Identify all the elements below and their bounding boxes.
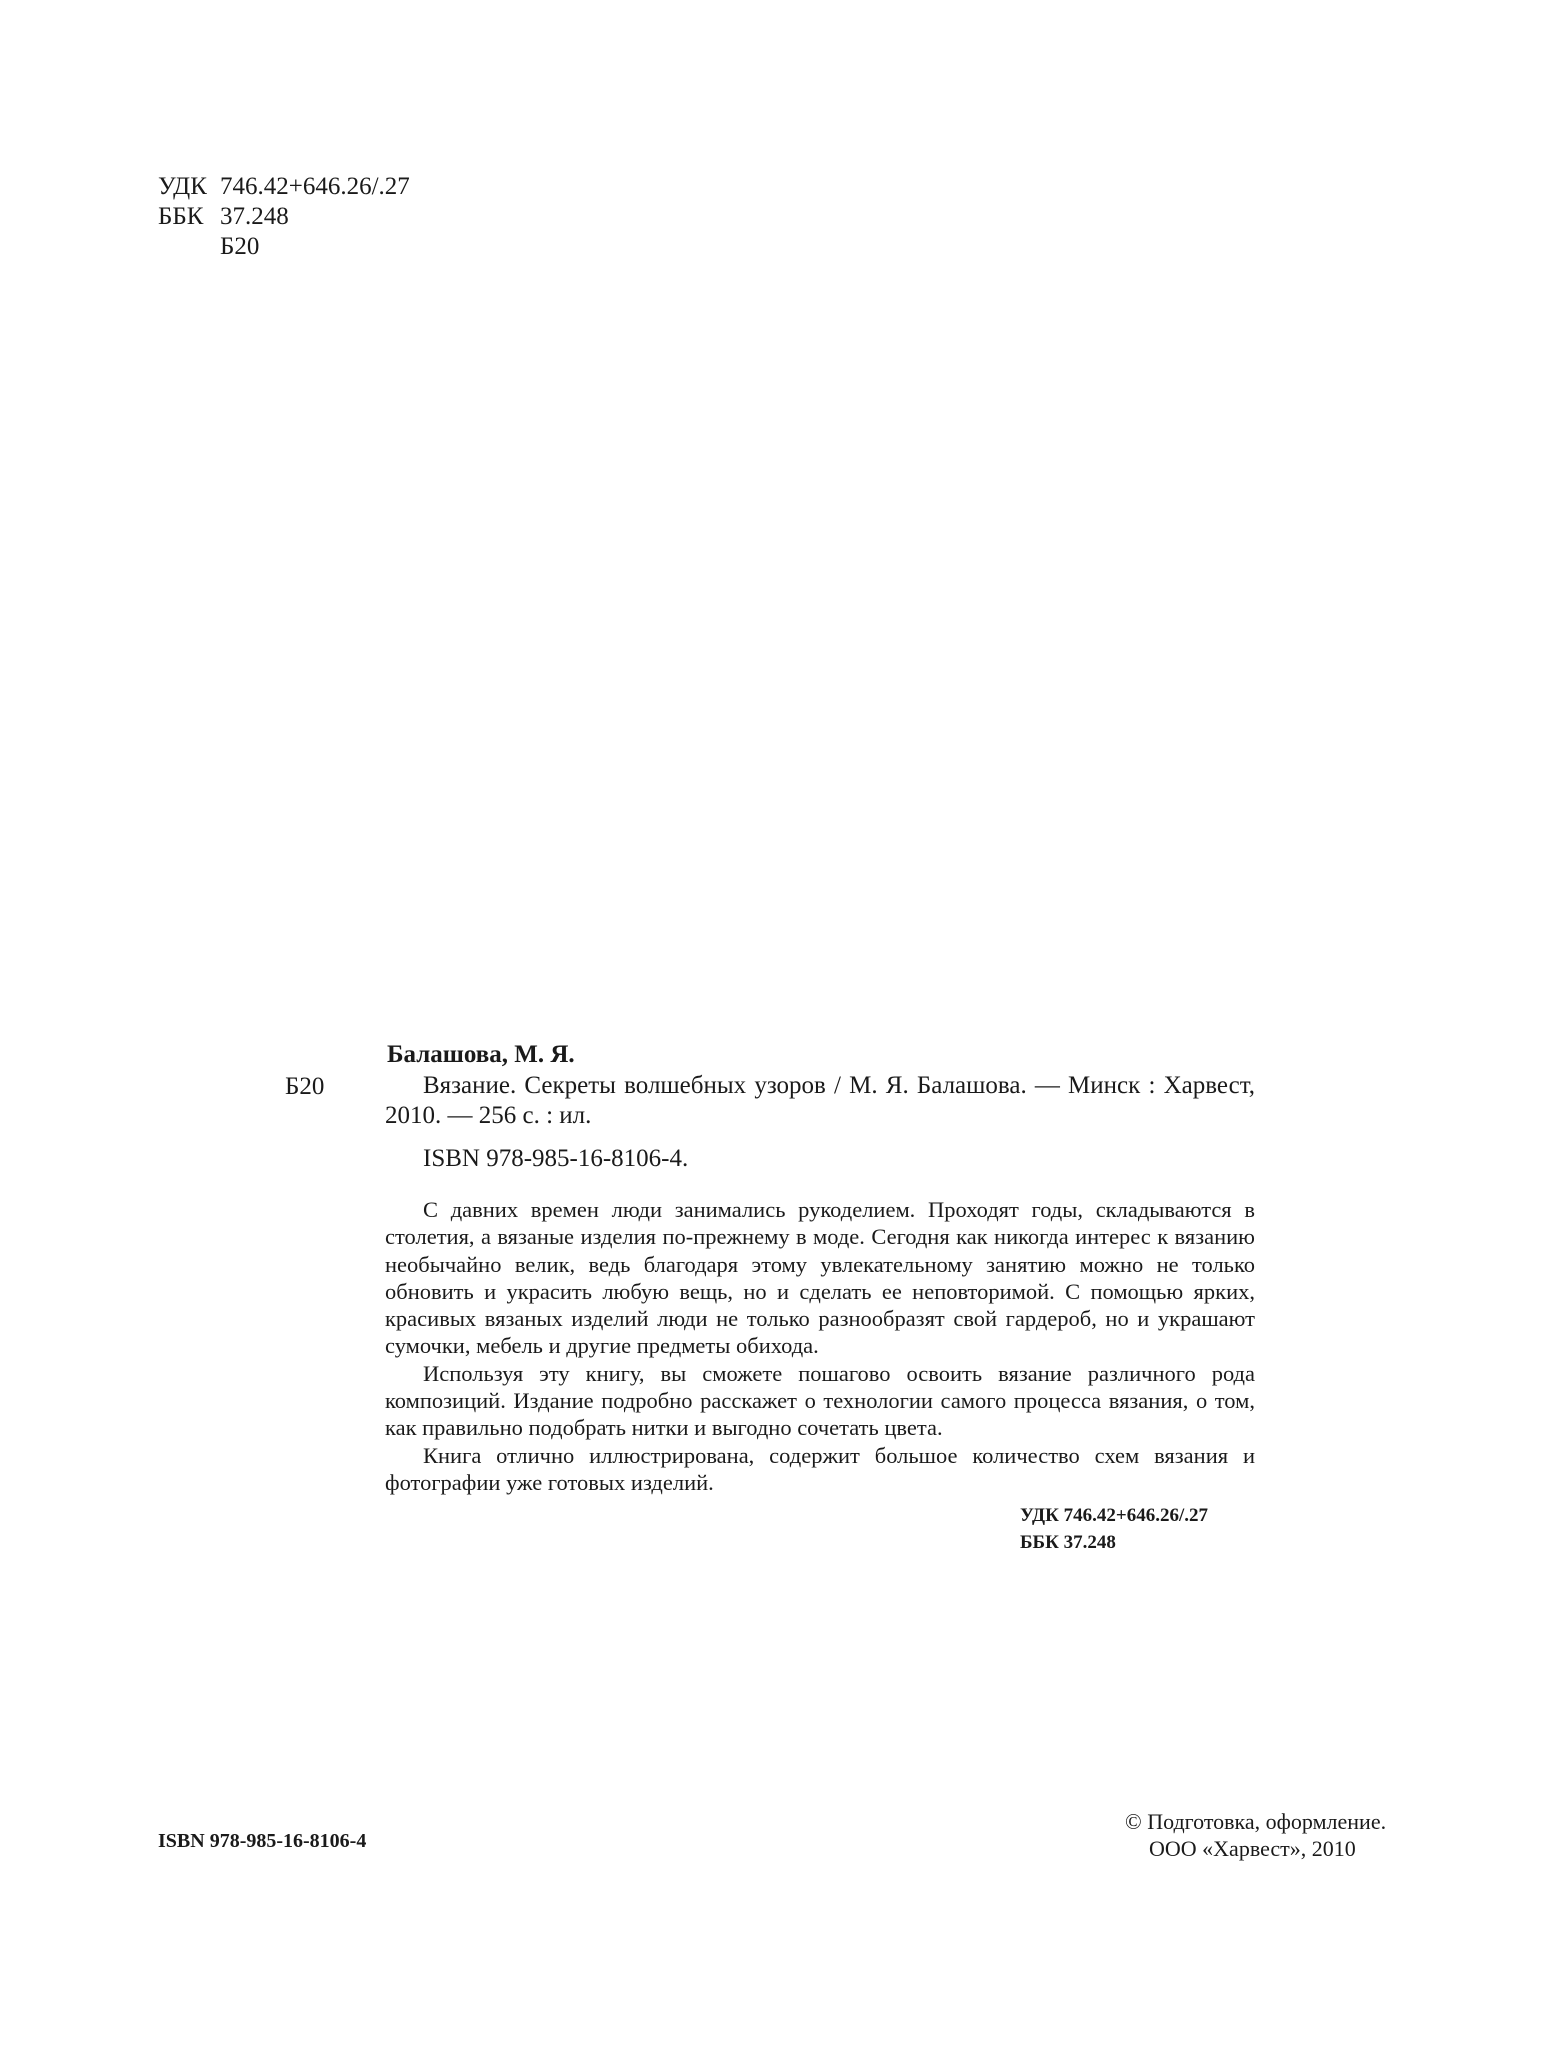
- card-classification-codes: [1020, 1502, 1208, 1556]
- author-mark-top: Б20: [220, 233, 260, 260]
- card-isbn: ISBN 978-985-16-8106-4.: [423, 1144, 689, 1172]
- catalog-card: [385, 1040, 1255, 1496]
- annotation: [385, 1196, 1255, 1496]
- annotation-paragraph: Книга отлично иллюстрирована, содержит большое количество схем вязания и фотографии уже готовых изделий.: [385, 1442, 1255, 1495]
- card-bbk: ББК 37.248: [1020, 1532, 1116, 1553]
- top-classification-block: [158, 172, 410, 262]
- udk-label: УДК: [158, 173, 207, 200]
- bbk-row: [158, 202, 410, 232]
- bbk-label: ББК: [158, 203, 204, 230]
- bbk-value: 37.248: [220, 203, 289, 230]
- bibliographic-entry: Вязание. Секреты волшебных узоров / М. Я. Балашова. — Минск : Харвест, 2010. — 256 с. : ил.: [385, 1071, 1255, 1129]
- annotation-paragraph: Используя эту книгу, вы сможете пошагово освоить вязание различного рода композиций. Издание подробно расскажет о технологии самого процесса вязания, о том, как правильно подобрать нитки и выгодно сочетать цвета.: [385, 1360, 1255, 1441]
- udk-row: [158, 172, 410, 202]
- copyright-line-2: ООО «Харвест», 2010: [1149, 1836, 1356, 1861]
- card-author-mark: Б20: [285, 1073, 325, 1100]
- footer-isbn: ISBN 978-985-16-8106-4: [158, 1830, 367, 1852]
- card-author: Балашова, М. Я.: [387, 1041, 575, 1068]
- annotation-paragraph: С давних времен люди занимались рукоделием. Проходят годы, складываются в столетия, а вязаные изделия по-прежнему в моде. Сегодня как никогда интерес к вязанию необычайно велик, ведь благодаря этому увлекательному занятию можно не только обновить и украсить любую вещь, но и сделать ее неповторимой. С помощью ярких, красивых вязаных изделий люди не только разнообразят свой гардероб, но и украшают сумочки, мебель и другие предметы обихода.: [385, 1197, 1255, 1359]
- card-udk: УДК 746.42+646.26/.27: [1020, 1505, 1208, 1526]
- udk-value: 746.42+646.26/.27: [220, 173, 410, 200]
- copyright-notice: [1125, 1808, 1386, 1862]
- copyright-line-1: © Подготовка, оформление.: [1125, 1809, 1387, 1834]
